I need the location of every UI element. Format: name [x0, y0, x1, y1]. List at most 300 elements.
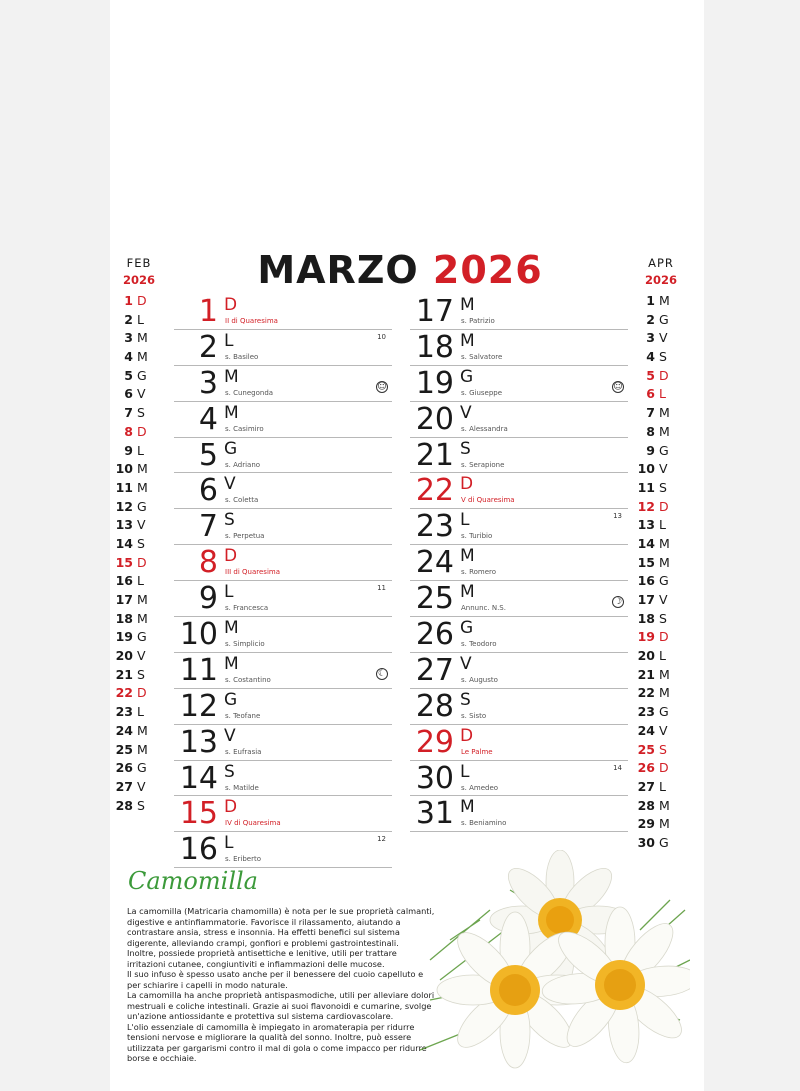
prev_month-day	[114, 627, 164, 646]
saint-name: s. Cunegonda	[225, 388, 274, 397]
day-number: 13	[115, 517, 133, 533]
day-cell	[410, 438, 628, 474]
next_month-day	[636, 459, 686, 478]
day-of-week: S	[137, 535, 145, 551]
day-of-week: M	[659, 797, 670, 813]
moon-phase-icon: ☾	[377, 668, 387, 679]
day-number: 11	[637, 479, 655, 495]
day-number: 12	[179, 688, 218, 724]
day-number: 27	[115, 778, 133, 794]
saint-name: s. Teodoro	[461, 640, 497, 649]
saint-name: s. Teofane	[225, 711, 261, 720]
day-number: 2	[646, 311, 655, 327]
day-number: 20	[637, 648, 655, 664]
day-of-week: S	[659, 349, 667, 365]
saint-name: s. Alessandra	[461, 424, 508, 433]
next_month-day	[636, 422, 686, 441]
moon-phase-icon: ☽	[613, 597, 623, 608]
day-of-week: L	[224, 330, 234, 351]
day-number: 1	[124, 293, 133, 308]
prev_month-day	[114, 758, 164, 777]
day-number: 1	[198, 294, 218, 329]
day-cell	[174, 473, 392, 509]
day-of-week: L	[224, 833, 234, 854]
prev-month-mini	[114, 255, 164, 814]
next_month-day	[636, 814, 686, 833]
day-number: 14	[115, 535, 133, 551]
day-number: 30	[637, 834, 655, 850]
day-of-week: M	[224, 402, 239, 423]
moon-phase-icon: ☺	[613, 381, 623, 392]
day-of-week: V	[224, 725, 236, 746]
day-of-week: S	[137, 666, 145, 682]
day-number: 15	[637, 554, 655, 570]
prev-month-days	[114, 291, 164, 814]
day-number: 30	[415, 760, 454, 796]
day-number: 28	[115, 797, 133, 813]
day-of-week: V	[137, 386, 146, 402]
day-of-week: M	[137, 592, 148, 607]
day-number: 18	[637, 610, 655, 626]
day-cell	[174, 294, 392, 330]
day-number: 6	[646, 386, 655, 402]
day-number: 19	[415, 365, 454, 401]
day-of-week: D	[659, 760, 669, 776]
next_month-day	[636, 721, 686, 740]
prev_month-day	[114, 702, 164, 721]
day-number: 7	[124, 405, 133, 421]
day-number: 4	[124, 349, 133, 365]
saint-name: s. Giuseppe	[461, 388, 503, 397]
prev_month-day	[114, 291, 164, 310]
saint-name: s. Eufrasia	[225, 747, 262, 756]
next_month-day	[636, 833, 686, 852]
week-number: 14	[613, 763, 622, 772]
next_month-day	[636, 534, 686, 553]
day-number: 15	[115, 554, 133, 570]
day-number: 9	[124, 442, 133, 458]
day-number: 26	[637, 760, 655, 776]
day-number: 14	[179, 760, 218, 796]
day-of-week: D	[137, 293, 147, 308]
day-number: 3	[124, 330, 133, 346]
day-of-week: V	[460, 653, 472, 674]
day-of-week: D	[137, 554, 147, 570]
day-cell	[410, 796, 628, 832]
saint-name: s. Adriano	[225, 460, 261, 469]
day-of-week: M	[659, 685, 670, 701]
day-number: 24	[115, 722, 133, 738]
day-of-week: L	[659, 648, 666, 664]
day-number: 12	[637, 498, 655, 514]
days-column-right	[410, 294, 628, 832]
day-of-week: S	[460, 689, 471, 710]
day-of-week: G	[137, 760, 147, 776]
day-of-week: M	[460, 295, 475, 315]
day-cell	[174, 832, 392, 868]
next_month-day	[636, 571, 686, 590]
day-number: 29	[637, 816, 655, 832]
saint-name: s. Serapione	[461, 460, 505, 469]
day-of-week: L	[659, 386, 666, 402]
next-month-days	[636, 291, 686, 852]
day-of-week: L	[137, 704, 144, 720]
day-number: 18	[415, 329, 454, 365]
day-number: 7	[646, 405, 655, 421]
day-of-week: S	[224, 761, 235, 782]
day-of-week: V	[659, 592, 668, 607]
day-of-week: S	[224, 510, 235, 531]
day-of-week: V	[460, 402, 472, 423]
day-number: 6	[124, 386, 133, 402]
day-of-week: M	[659, 535, 670, 551]
prev-month-label: FEB	[126, 256, 152, 270]
day-number: 8	[198, 545, 218, 581]
saint-name: s. Coletta	[225, 496, 259, 505]
day-number: 25	[415, 581, 454, 617]
saint-name: Annunc. N.S.	[461, 604, 506, 613]
day-cell	[410, 761, 628, 797]
day-of-week: M	[137, 330, 148, 346]
day-of-week: V	[224, 474, 236, 495]
day-number: 16	[637, 573, 655, 589]
day-of-week: D	[659, 498, 669, 514]
day-cell	[410, 473, 628, 509]
day-cell	[174, 438, 392, 474]
day-of-week: S	[137, 405, 145, 421]
herb-title: Camomilla	[128, 867, 258, 895]
day-cell	[174, 545, 392, 581]
month-name: MARZO	[257, 248, 419, 292]
day-of-week: M	[137, 741, 148, 757]
day-of-week: G	[659, 704, 669, 720]
herb-paragraph: Il suo infuso è spesso usato anche per il benessere del cuoio capelluto e per schiarire i capelli in modo naturale.	[127, 969, 424, 990]
day-cell	[174, 796, 392, 832]
saint-name: s. Casimiro	[225, 424, 264, 433]
day-of-week: M	[137, 349, 148, 365]
next_month-day	[636, 758, 686, 777]
day-cell	[174, 581, 392, 617]
day-of-week: G	[224, 438, 238, 459]
herb-paragraph: L'olio essenziale di camomilla è impiegato in aromaterapia per ridurre tensioni nervose e migliorare la qualità del sonno. Inoltre, può essere utilizzata per gargarismi contro il mal di gola o come impacco per ridurre borse e occhiaie.	[127, 1021, 427, 1063]
day-of-week: M	[460, 330, 475, 351]
day-of-week: G	[137, 629, 147, 645]
day-of-week: V	[137, 648, 146, 664]
day-of-week: L	[659, 778, 666, 794]
day-number: 16	[179, 832, 218, 868]
prev_month-day	[114, 384, 164, 403]
week-number: 13	[613, 512, 622, 521]
day-number: 5	[198, 437, 218, 473]
day-of-week: L	[137, 442, 144, 458]
day-cell	[174, 617, 392, 653]
saint-name: s. Francesca	[225, 604, 269, 613]
day-number: 16	[115, 573, 133, 589]
day-of-week: M	[460, 797, 475, 818]
day-number: 27	[415, 652, 454, 688]
day-of-week: L	[460, 761, 470, 782]
day-of-week: M	[224, 366, 239, 387]
saint-name: II di Quaresima	[225, 317, 278, 325]
day-number: 3	[646, 330, 655, 346]
next_month-day	[636, 740, 686, 759]
day-of-week: L	[224, 582, 234, 603]
next-month-mini	[636, 255, 686, 852]
next_month-day	[636, 328, 686, 347]
day-of-week: G	[224, 689, 238, 710]
prev_month-day	[114, 571, 164, 590]
saint-name: s. Matilde	[225, 783, 259, 792]
day-number: 5	[124, 367, 133, 383]
day-number: 14	[637, 535, 655, 551]
saint-name: s. Beniamino	[461, 819, 507, 828]
saint-name: s. Amedeo	[461, 783, 499, 792]
day-of-week: D	[137, 423, 147, 439]
day-of-week: M	[659, 405, 670, 421]
days-column-left	[174, 294, 392, 868]
day-of-week: G	[659, 442, 669, 458]
day-of-week: G	[659, 834, 669, 850]
day-number: 25	[637, 741, 655, 757]
day-number: 17	[415, 294, 454, 329]
next-month-label: APR	[648, 256, 674, 270]
saint-name: s. Turibio	[461, 532, 493, 541]
day-number: 1	[646, 293, 655, 308]
saint-name: Le Palme	[461, 747, 493, 756]
day-number: 21	[415, 437, 454, 473]
prev_month-day	[114, 777, 164, 796]
day-number: 24	[637, 722, 655, 738]
day-cell	[410, 617, 628, 653]
day-number: 2	[198, 329, 218, 365]
next-month-year: 2026	[644, 273, 677, 287]
day-number: 13	[179, 724, 218, 760]
day-of-week: L	[137, 311, 144, 327]
year: 2026	[432, 248, 543, 292]
saint-name: s. Basileo	[225, 352, 259, 361]
day-of-week: D	[224, 797, 238, 818]
day-of-week: S	[659, 479, 667, 495]
prev_month-day	[114, 422, 164, 441]
day-cell	[410, 402, 628, 438]
saint-name: s. Augusto	[461, 675, 498, 684]
day-of-week: S	[659, 741, 667, 757]
day-of-week: M	[460, 582, 475, 603]
next_month-day	[636, 347, 686, 366]
day-number: 23	[415, 509, 454, 545]
next_month-day	[636, 384, 686, 403]
day-of-week: G	[659, 573, 669, 589]
day-cell	[410, 509, 628, 545]
day-of-week: G	[659, 311, 669, 327]
day-number: 9	[646, 442, 655, 458]
day-cell	[410, 330, 628, 366]
saint-name: s. Patrizio	[461, 317, 495, 325]
prev_month-day	[114, 534, 164, 553]
day-of-week: M	[460, 546, 475, 567]
week-number: 11	[377, 584, 386, 593]
day-number: 3	[198, 365, 218, 401]
next_month-day	[636, 796, 686, 815]
prev_month-day	[114, 459, 164, 478]
day-cell	[174, 725, 392, 761]
saint-name: V di Quaresima	[461, 496, 515, 505]
next_month-day	[636, 291, 686, 310]
prev_month-day	[114, 515, 164, 534]
day-of-week: L	[137, 573, 144, 589]
prev_month-day	[114, 553, 164, 572]
day-number: 23	[115, 704, 133, 720]
day-number: 31	[415, 796, 454, 832]
day-of-week: D	[224, 546, 238, 567]
day-number: 17	[115, 592, 133, 607]
next_month-day	[636, 590, 686, 609]
next_month-day	[636, 478, 686, 497]
day-of-week: M	[224, 618, 239, 639]
prev_month-day	[114, 497, 164, 516]
day-number: 4	[646, 349, 655, 365]
day-of-week: D	[460, 474, 474, 495]
day-of-week: D	[659, 367, 669, 383]
day-number: 20	[115, 648, 133, 664]
day-of-week: M	[137, 479, 148, 495]
day-of-week: D	[659, 629, 669, 645]
day-number: 22	[637, 685, 655, 701]
day-of-week: M	[659, 816, 670, 832]
day-number: 12	[115, 498, 133, 514]
day-of-week: S	[137, 797, 145, 813]
day-of-week: M	[137, 461, 148, 477]
prev_month-day	[114, 328, 164, 347]
day-number: 17	[637, 592, 655, 607]
next_month-day	[636, 683, 686, 702]
day-of-week: M	[659, 293, 670, 308]
day-of-week: M	[659, 666, 670, 682]
day-of-week: M	[224, 653, 239, 674]
saint-name: s. Sisto	[461, 711, 487, 720]
next_month-day	[636, 553, 686, 572]
day-number: 13	[637, 517, 655, 533]
next_month-day	[636, 665, 686, 684]
day-number: 8	[124, 423, 133, 439]
day-of-week: D	[460, 725, 474, 746]
next_month-day	[636, 497, 686, 516]
prev_month-day	[114, 683, 164, 702]
prev_month-day	[114, 740, 164, 759]
day-number: 26	[115, 760, 133, 776]
next_month-day	[636, 646, 686, 665]
day-of-week: V	[137, 517, 146, 533]
day-number: 4	[198, 401, 218, 437]
day-number: 27	[637, 778, 655, 794]
day-of-week: L	[460, 510, 470, 531]
day-number: 7	[198, 509, 218, 545]
saint-name: s. Simplicio	[225, 640, 265, 649]
herb-description	[127, 906, 437, 1064]
next_month-day	[636, 702, 686, 721]
day-cell	[410, 653, 628, 689]
day-number: 21	[637, 666, 655, 682]
saint-name: s. Salvatore	[461, 352, 503, 361]
day-cell	[410, 725, 628, 761]
chamomile-illustration	[410, 850, 690, 1080]
day-of-week: G	[460, 366, 474, 387]
day-number: 21	[115, 666, 133, 682]
saint-name: s. Romero	[461, 568, 497, 577]
day-cell	[174, 366, 392, 402]
saint-name: s. Perpetua	[225, 532, 265, 541]
prev_month-day	[114, 478, 164, 497]
next_month-day	[636, 777, 686, 796]
day-of-week: G	[460, 618, 474, 639]
day-number: 28	[415, 688, 454, 724]
week-number: 12	[377, 835, 386, 844]
day-number: 26	[415, 617, 454, 653]
next_month-day	[636, 441, 686, 460]
day-number: 5	[646, 367, 655, 383]
prev_month-day	[114, 441, 164, 460]
saint-name: III di Quaresima	[225, 568, 280, 577]
day-number: 10	[179, 617, 218, 653]
saint-name: s. Eriberto	[225, 855, 261, 864]
day-number: 6	[198, 473, 218, 509]
day-cell	[174, 402, 392, 438]
day-number: 20	[415, 401, 454, 437]
day-number: 24	[415, 545, 454, 581]
day-of-week: V	[659, 461, 668, 477]
day-number: 15	[179, 796, 218, 832]
day-of-week: V	[137, 778, 146, 794]
prev_month-day	[114, 796, 164, 815]
day-of-week: D	[224, 295, 238, 315]
day-number: 2	[124, 311, 133, 327]
day-number: 22	[115, 685, 133, 701]
day-number: 11	[179, 652, 218, 688]
day-of-week: L	[659, 517, 666, 533]
day-of-week: M	[137, 722, 148, 738]
day-cell	[410, 689, 628, 725]
day-number: 10	[115, 461, 133, 477]
next_month-day	[636, 609, 686, 628]
day-of-week: V	[659, 722, 668, 738]
day-number: 29	[415, 724, 454, 760]
day-cell	[174, 761, 392, 797]
day-cell	[174, 509, 392, 545]
next_month-day	[636, 515, 686, 534]
day-number: 28	[637, 797, 655, 813]
day-number: 19	[115, 629, 133, 645]
prev_month-day	[114, 646, 164, 665]
herb-paragraph: La camomilla (Matricaria chamomilla) è nota per le sue proprietà calmanti, digestive e antinfiammatorie. Favorisce il rilassamento, aiutando a contrastare ansia, stress e insonnia. Ha effetti benefici sul sistema digerente, alleviando crampi, gonfiori e problemi gastrointestinali.	[127, 906, 435, 948]
day-cell	[410, 294, 628, 330]
day-cell	[410, 581, 628, 617]
day-of-week: M	[137, 610, 148, 626]
prev_month-day	[114, 310, 164, 329]
next_month-day	[636, 403, 686, 422]
day-number: 18	[115, 610, 133, 626]
day-cell	[174, 330, 392, 366]
moon-phase-icon: ☺	[377, 381, 387, 392]
day-number: 8	[646, 423, 655, 439]
prev_month-day	[114, 366, 164, 385]
day-number: 11	[115, 479, 133, 495]
next_month-day	[636, 627, 686, 646]
day-of-week: V	[659, 330, 668, 346]
herb-paragraph: La camomilla ha anche proprietà antispasmodiche, utili per alleviare dolori mestruali e coliche intestinali. Grazie ai suoi flavonoidi e cumarine, svolge un'azione antiossidante e protettiva sul sistema cardiovascolare.	[127, 990, 435, 1021]
day-number: 22	[415, 473, 454, 509]
day-of-week: M	[659, 554, 670, 570]
saint-name: s. Costantino	[225, 675, 271, 684]
